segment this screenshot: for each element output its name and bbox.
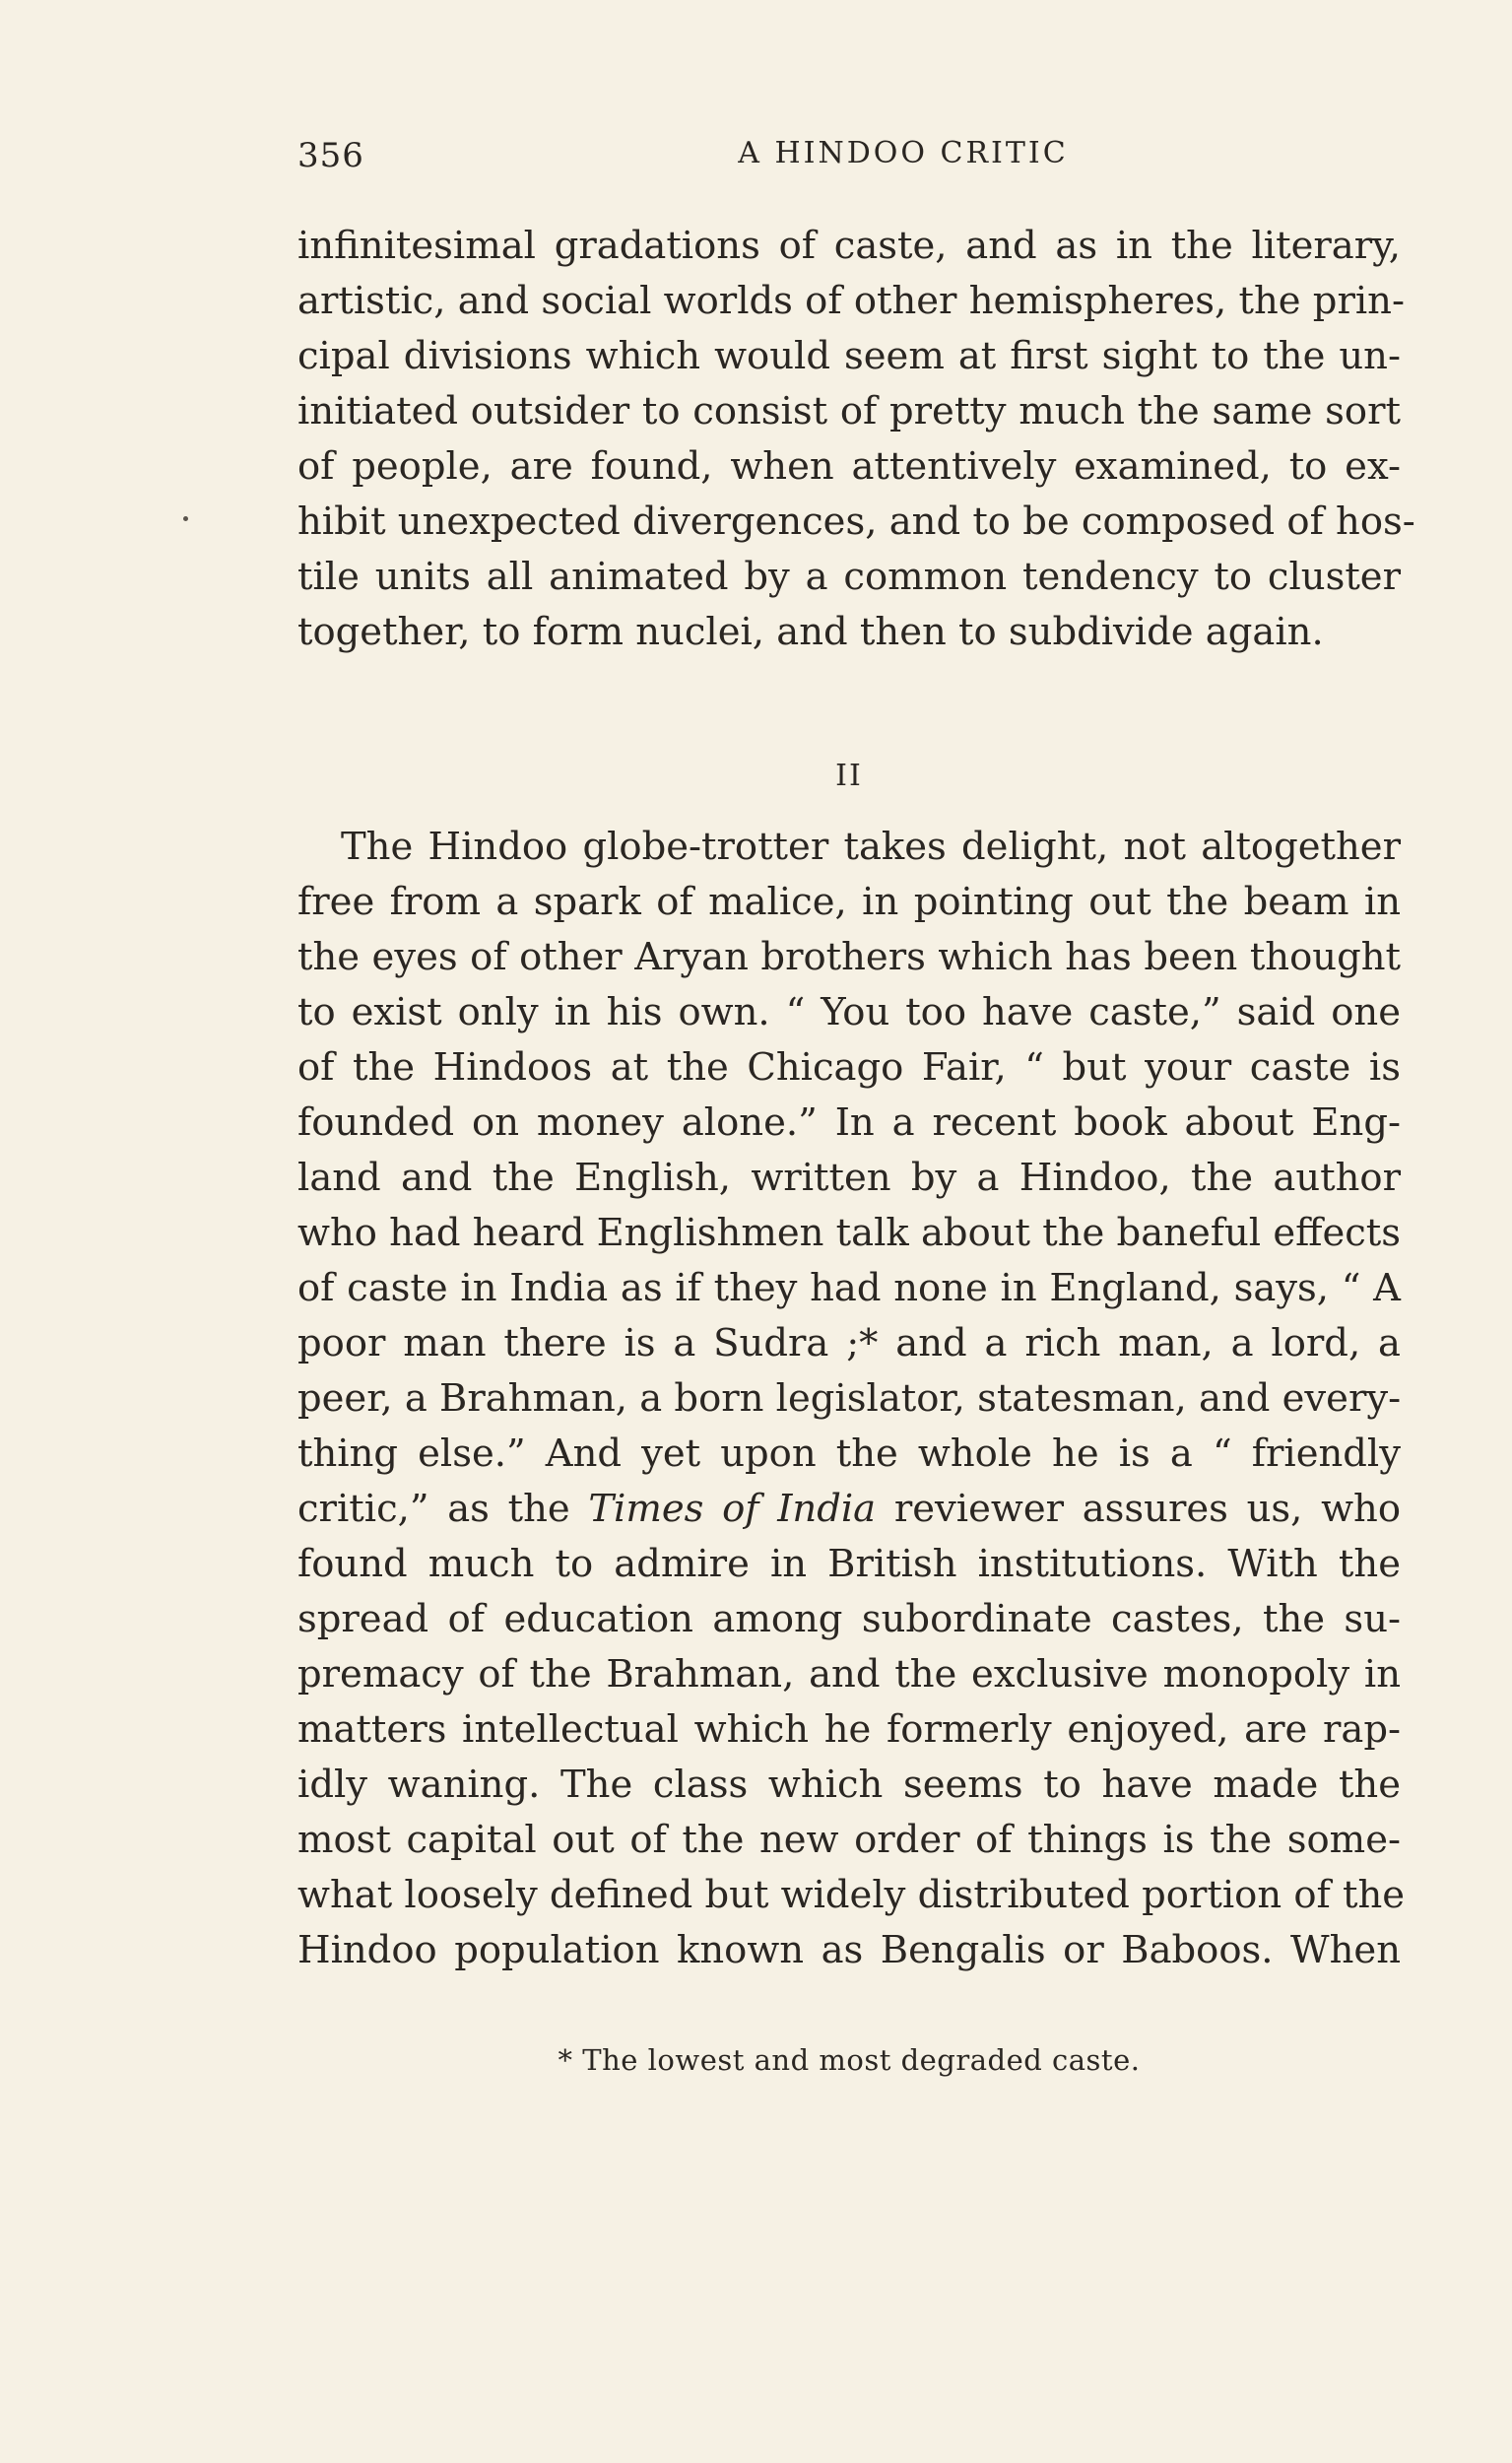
margin-speck bbox=[183, 516, 188, 521]
text-line: spread of education among subordinate castes, the su- bbox=[297, 1597, 1401, 1641]
paragraph-2 bbox=[297, 820, 1406, 1978]
text-line: of caste in India as if they had none in England, says, “ A bbox=[297, 1266, 1401, 1310]
running-title: A HINDOO CRITIC bbox=[738, 136, 1069, 170]
text-line: matters intellectual which he formerly enjoyed, are rap- bbox=[297, 1707, 1401, 1752]
text-line: premacy of the Brahman, and the exclusive monopoly in bbox=[297, 1652, 1401, 1697]
text-line: thing else.” And yet upon the whole he is a “ friendly bbox=[297, 1431, 1401, 1476]
text-line: poor man there is a Sudra ;* and a rich man, a lord, a bbox=[297, 1321, 1401, 1365]
text-line: Hindoo population known as Bengalis or Baboos. When bbox=[297, 1928, 1401, 1972]
text-line: together, to form nuclei, and then to subdivide again. bbox=[297, 610, 1324, 654]
text-line: the eyes of other Aryan brothers which has been thought bbox=[297, 935, 1401, 979]
text-line: of people, are found, when attentively examined, to ex- bbox=[297, 444, 1401, 489]
running-head bbox=[297, 136, 1401, 185]
text-line: The Hindoo globe-trotter takes delight, not altogether bbox=[341, 825, 1401, 869]
text-line: most capital out of the new order of things is the some- bbox=[297, 1818, 1401, 1862]
italic-title: Times of India bbox=[588, 1487, 877, 1531]
text-line: who had heard Englishmen talk about the baneful effects bbox=[297, 1211, 1402, 1255]
text-line: infinitesimal gradations of caste, and as in the literary, bbox=[297, 224, 1401, 268]
text-line-with-italic bbox=[297, 1482, 1401, 1537]
text-line: peer, a Brahman, a born legislator, statesman, and every- bbox=[297, 1376, 1402, 1421]
paragraph-1 bbox=[297, 219, 1415, 660]
text-line: initiated outsider to consist of pretty much the same sort bbox=[297, 389, 1401, 433]
text-line: land and the English, written by a Hindoo, the author bbox=[297, 1156, 1401, 1200]
page-number: 356 bbox=[297, 136, 364, 175]
text-segment: critic,” as the bbox=[297, 1487, 589, 1531]
text-line: found much to admire in British institutions. With the bbox=[297, 1542, 1401, 1586]
text-line: of the Hindoos at the Chicago Fair, “ but your caste is bbox=[297, 1045, 1401, 1090]
text-line: idly waning. The class which seems to have made the bbox=[297, 1763, 1401, 1807]
text-line: tile units all animated by a common tendency to cluster bbox=[297, 555, 1401, 599]
text-line: what loosely defined but widely distributed portion of the bbox=[297, 1873, 1406, 1917]
text-line: founded on money alone.” In a recent book about Eng- bbox=[297, 1100, 1401, 1145]
section-number: II bbox=[835, 759, 863, 793]
text-line: hibit unexpected divergences, and to be composed of hos- bbox=[297, 499, 1415, 544]
footnote: * The lowest and most degraded caste. bbox=[558, 2043, 1141, 2077]
text-line: to exist only in his own. “ You too have caste,” said one bbox=[297, 990, 1401, 1034]
text-line: cipal divisions which would seem at first sight to the un- bbox=[297, 334, 1401, 378]
text-segment: reviewer assures us, who bbox=[876, 1487, 1401, 1531]
text-line: artistic, and social worlds of other hemispheres, the prin- bbox=[297, 279, 1405, 323]
text-line: free from a spark of malice, in pointing out the beam in bbox=[297, 880, 1401, 924]
